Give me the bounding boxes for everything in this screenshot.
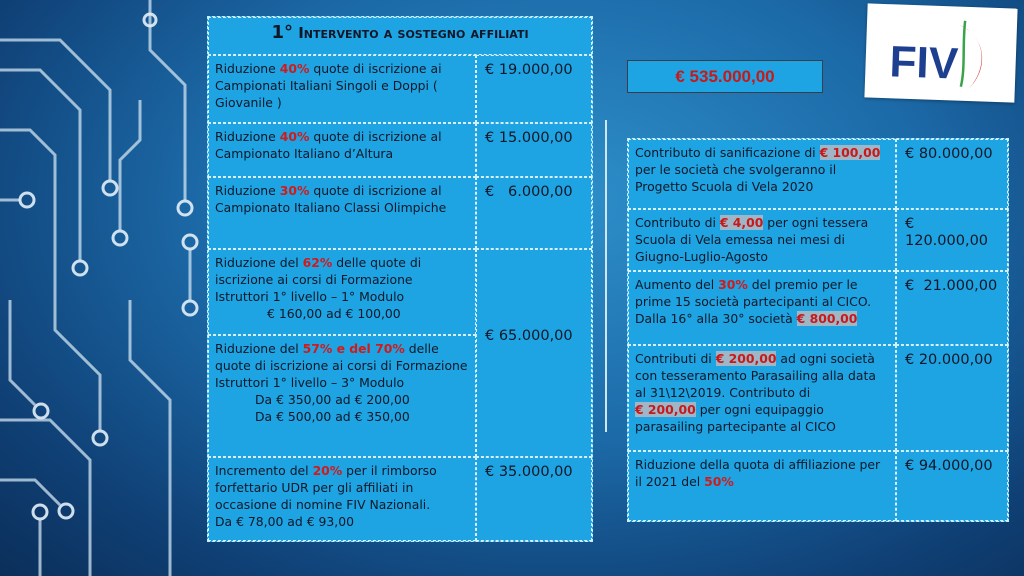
row5-description: Riduzione del 57% e del 70% delle quote di iscrizione ai corsi di Formazione Istruttori 1° livello – 3° Modulo Da € 350,00 ad € 200,00 Da € 500,00 ad € 350,00 [208,335,476,457]
total-amount: € 535.000,00 [627,60,823,93]
row3-description: Riduzione 30% quote di iscrizione al Campionato Italiano Classi Olimpiche [208,177,476,249]
row1-description: Riduzione 40% quote di iscrizione ai Campionati Italiani Singoli e Doppi ( Giovanile ) [208,55,476,123]
right-row4-description: Contributi di € 200,00 ad ogni società con tesseramento Parasailing alla data al 31\12\2019. Contributo di € 200,00 per ogni equipaggio parasailing partecipante al CICO [628,345,896,451]
row6-amount: € 35.000,00 [476,457,592,541]
right-row2-amount: € 120.000,00 [896,209,1008,271]
row45-amount: € 65.000,00 [476,249,592,457]
row4-description: Riduzione del 62% delle quote di iscrizione ai corsi di Formazione Istruttori 1° livello – 1° Modulo € 160,00 ad € 100,00 [208,249,476,335]
right-row2-description: Contributo di € 4,00 per ogni tessera Scuola di Vela emessa nei mesi di Giugno-Luglio-Agosto [628,209,896,271]
right-row5-amount: € 94.000,00 [896,451,1008,521]
right-row1-description: Contributo di sanificazione di € 100,00 per le società che svolgeranno il Progetto Scuola di Vela 2020 [628,139,896,209]
table-title: 1° Intervento a sostegno affiliati [208,17,592,55]
sail-logo-icon [864,3,1017,102]
fiv-logo [864,3,1017,102]
row2-description: Riduzione 40% quote di iscrizione al Campionato Italiano d’Altura [208,123,476,177]
row1-amount: € 19.000,00 [476,55,592,123]
right-row3-description: Aumento del 30% del premio per le prime 15 società partecipanti al CICO. Dalla 16° alla 30° società € 800,00 [628,271,896,345]
row3-amount: € 6.000,00 [476,177,592,249]
right-row5-description: Riduzione della quota di affiliazione per il 2021 del 50% [628,451,896,521]
row6-description: Incremento del 20% per il rimborso forfettario UDR per gli affiliati in occasione di nomine FIV Nazionali. Da € 78,00 ad € 93,00 [208,457,476,541]
left-table [207,16,593,542]
row2-amount: € 15.000,00 [476,123,592,177]
divider-line [605,120,607,432]
logo-text: FIV [888,37,959,89]
right-row4-amount: € 20.000,00 [896,345,1008,451]
right-table [627,138,1009,522]
circuit-decoration [0,0,210,576]
right-row1-amount: € 80.000,00 [896,139,1008,209]
right-row3-amount: € 21.000,00 [896,271,1008,345]
